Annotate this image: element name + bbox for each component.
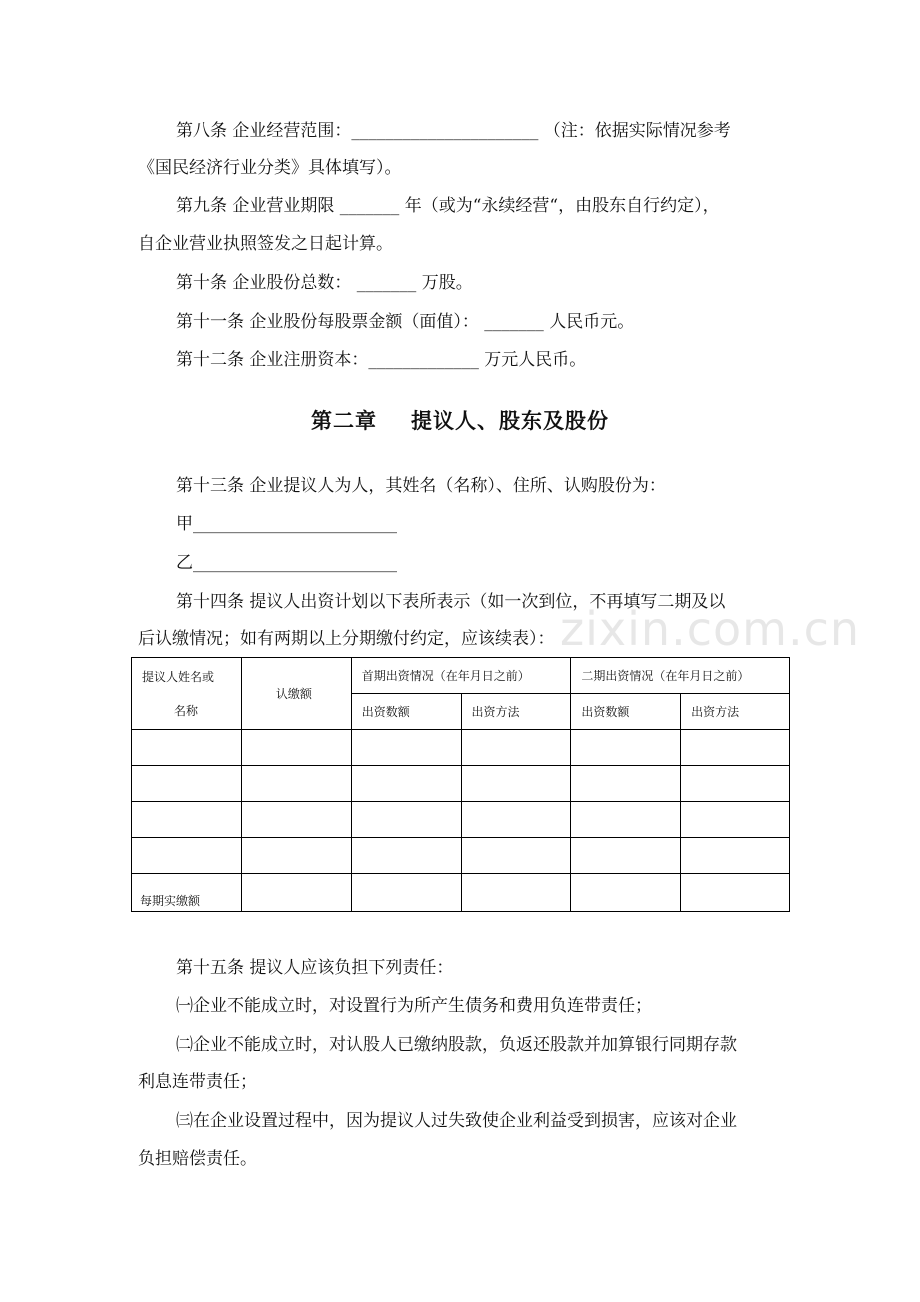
article-10: 第十条 企业股份总数： _______ 万股。	[176, 273, 473, 293]
header-first-period: 首期出资情况（在年月日之前）	[351, 658, 571, 694]
table-cell[interactable]	[681, 730, 790, 766]
table-cell[interactable]	[241, 802, 351, 838]
article-15-item-2-line-2: 利息连带责任；	[138, 1072, 257, 1092]
table-row	[132, 730, 790, 766]
table-cell[interactable]	[132, 838, 242, 874]
table-cell[interactable]	[461, 766, 571, 802]
chapter-number: 第二章	[311, 409, 377, 433]
table-cell[interactable]	[571, 766, 681, 802]
table-cell[interactable]	[351, 802, 461, 838]
table-cell[interactable]	[681, 766, 790, 802]
subheader-second-amount: 出资数额	[571, 694, 681, 730]
table-cell[interactable]	[461, 838, 571, 874]
header-proposer-name	[132, 658, 242, 730]
table-cell[interactable]	[241, 838, 351, 874]
table-cell[interactable]	[241, 874, 351, 912]
article-8-line-2: 《国民经济行业分类》具体填写）。	[138, 158, 402, 178]
table-cell[interactable]	[132, 802, 242, 838]
article-9-line-2: 自企业营业执照签发之日起计算。	[138, 234, 393, 254]
article-15-item-3-line-2: 负担赔偿责任。	[138, 1149, 257, 1169]
table-total-row	[132, 874, 790, 912]
header-second-period: 二期出资情况（在年月日之前）	[571, 658, 790, 694]
table-cell[interactable]	[571, 802, 681, 838]
table-row	[132, 766, 790, 802]
table-row	[132, 802, 790, 838]
article-11: 第十一条 企业股份每股票金额（面值）： _______ 人民币元。	[176, 312, 635, 332]
table-cell[interactable]	[681, 838, 790, 874]
article-14-line-2: 后认缴情况；如有两期以上分期缴付约定，应该续表）：	[138, 629, 555, 649]
table-cell[interactable]	[241, 730, 351, 766]
proposer-a-line: 甲________________________	[176, 514, 397, 534]
article-8-line-1: 第八条 企业经营范围：______________________ （注：依据实际情况参考	[176, 121, 731, 141]
table-cell[interactable]	[132, 766, 242, 802]
table-cell[interactable]	[571, 838, 681, 874]
table-cell[interactable]	[241, 766, 351, 802]
article-15-item-1: ㈠企业不能成立时，对设置行为所产生债务和费用负连带责任；	[176, 996, 652, 1016]
article-15-item-2-line-1: ㈡企业不能成立时，对认股人已缴纳股款，负返还股款并加算银行同期存款	[176, 1035, 737, 1055]
proposer-b-line: 乙________________________	[176, 553, 397, 573]
table-cell[interactable]	[132, 730, 242, 766]
header-proposer-name-line-1: 提议人姓名或	[142, 669, 215, 684]
chapter-title: 提议人、股东及股份	[411, 409, 609, 433]
header-subscribed-amount: 认缴额	[241, 658, 351, 730]
article-13: 第十三条 企业提议人为人，其姓名（名称）、住所、认购股份为：	[176, 476, 666, 496]
total-label: 每期实缴额	[132, 874, 242, 912]
table-cell[interactable]	[351, 874, 461, 912]
table-header-row	[132, 658, 790, 694]
watermark: zixin.com.cn	[560, 602, 861, 656]
table-cell[interactable]	[461, 730, 571, 766]
article-14-line-1: 第十四条 提议人出资计划以下表所表示（如一次到位，不再填写二期及以	[176, 592, 726, 612]
table-cell[interactable]	[571, 730, 681, 766]
subheader-first-amount: 出资数额	[351, 694, 461, 730]
article-15-item-3-line-1: ㈢在企业设置过程中，因为提议人过失致使企业利益受到损害，应该对企业	[176, 1111, 737, 1131]
table-cell[interactable]	[461, 874, 571, 912]
table-cell[interactable]	[681, 802, 790, 838]
header-proposer-name-line-2: 名称	[174, 703, 199, 718]
table-row	[132, 838, 790, 874]
table-cell[interactable]	[461, 802, 571, 838]
contribution-table	[131, 657, 790, 912]
table-cell[interactable]	[681, 874, 790, 912]
article-12: 第十二条 企业注册资本：_____________ 万元人民币。	[176, 350, 587, 370]
subheader-first-method: 出资方法	[461, 694, 571, 730]
table-cell[interactable]	[351, 838, 461, 874]
chapter-heading	[0, 405, 920, 435]
article-15: 第十五条 提议人应该负担下列责任：	[176, 958, 454, 978]
table-cell[interactable]	[351, 766, 461, 802]
table-cell[interactable]	[351, 730, 461, 766]
table-cell[interactable]	[571, 874, 681, 912]
article-9-line-1: 第九条 企业营业期限 _______ 年（或为“永续经营“，由股东自行约定），	[176, 196, 720, 216]
subheader-second-method: 出资方法	[681, 694, 790, 730]
